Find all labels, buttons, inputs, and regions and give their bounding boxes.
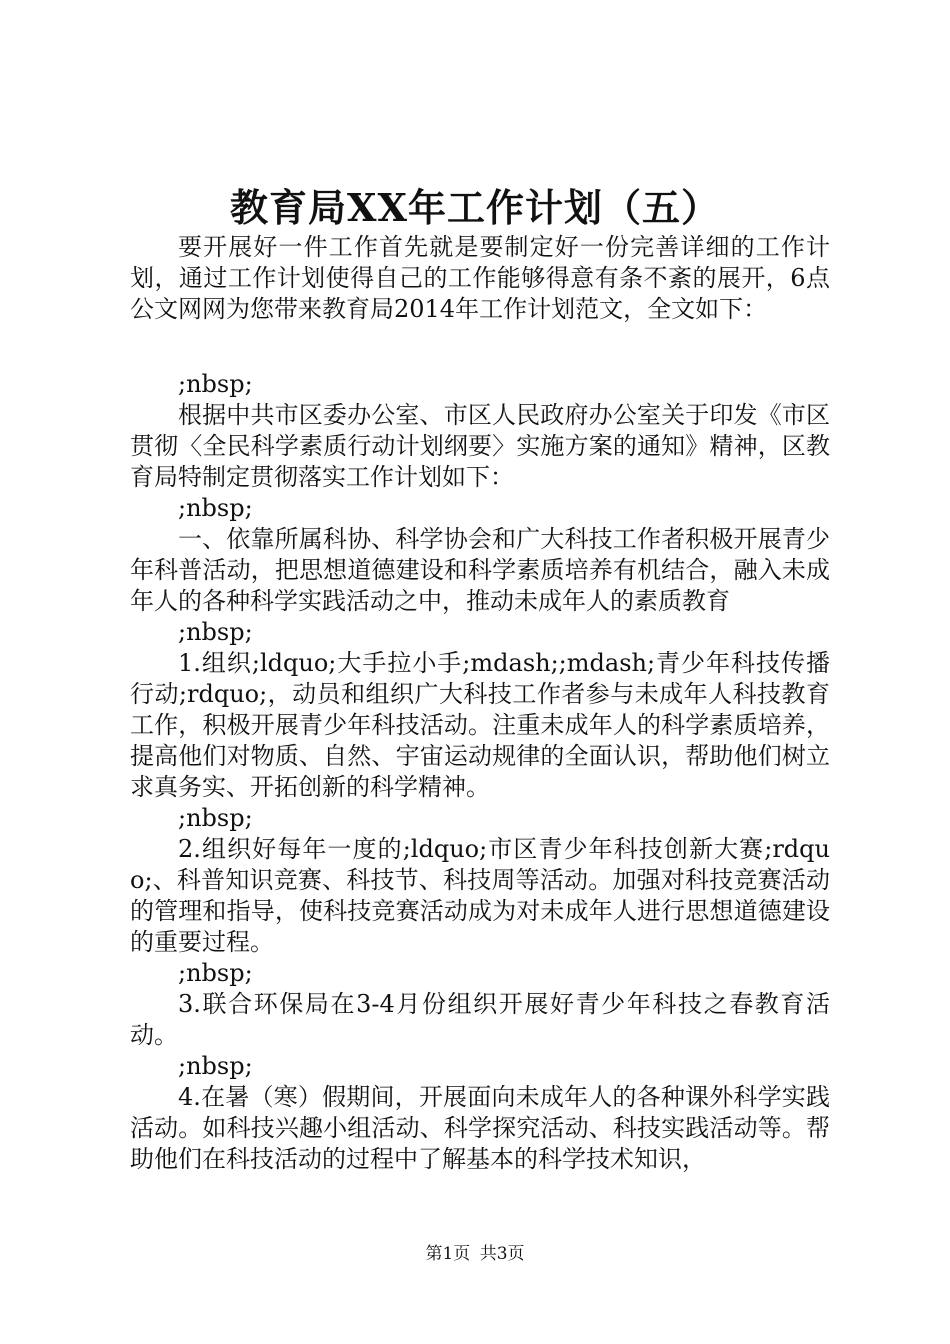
- nbsp-line: ;nbsp;: [178, 959, 253, 987]
- nbsp-line: ;nbsp;: [178, 1052, 253, 1080]
- nbsp-line: ;nbsp;: [178, 494, 253, 522]
- section-heading-paragraph: 一、依靠所属科协、科学协会和广大科技工作者积极开展青少年科普活动，把思想道德建设和科学素质培养有机结合，融入未成年人的各种科学实践活动之中，推动未成年人的素质教育: [130, 525, 830, 615]
- page-total: 共3页: [479, 1244, 525, 1264]
- page-footer: [0, 1243, 950, 1265]
- item-paragraph-2: 2.组织好每年一度的;ldquo;市区青少年科技创新大赛;rdquo;、科普知识竞赛、科技节、科技周等活动。加强对科技竞赛活动的管理和指导，使科技竞赛活动成为对未成年人进行思想道德建设的重要过程。: [130, 835, 830, 956]
- page-number: 第1页: [425, 1244, 471, 1264]
- nbsp-line: ;nbsp;: [178, 370, 253, 398]
- nbsp-line: ;nbsp;: [178, 618, 253, 646]
- intro-paragraph: 要开展好一件工作首先就是要制定好一份完善详细的工作计划，通过工作计划使得自己的工作能够得意有条不紊的展开，6点公文网网为您带来教育局2014年工作计划范文，全文如下：: [130, 233, 830, 323]
- document-title: 教育局XX年工作计划（五）: [230, 185, 720, 230]
- body-paragraph: 根据中共市区委办公室、市区人民政府办公室关于印发《市区贯彻〈全民科学素质行动计划纲要〉实施方案的通知》精神，区教育局特制定贯彻落实工作计划如下：: [130, 401, 830, 491]
- item-paragraph-3: 3.联合环保局在3-4月份组织开展好青少年科技之春教育活动。: [130, 990, 830, 1049]
- item-paragraph-4: 4.在暑（寒）假期间，开展面向未成年人的各种课外科学实践活动。如科技兴趣小组活动、科学探究活动、科技实践活动等。帮助他们在科技活动的过程中了解基本的科学技术知识，: [130, 1083, 830, 1173]
- item-paragraph-1: 1.组织;ldquo;大手拉小手;mdash;;mdash;青少年科技传播行动;rdquo;，动员和组织广大科技工作者参与未成年人科技教育工作，积极开展青少年科技活动。注重未成年人的科学素质培养，提高他们对物质、自然、宇宙运动规律的全面认识，帮助他们树立求真务实、开拓创新的科学精神。: [130, 649, 830, 801]
- document-body: [130, 232, 830, 1175]
- nbsp-line: ;nbsp;: [178, 804, 253, 832]
